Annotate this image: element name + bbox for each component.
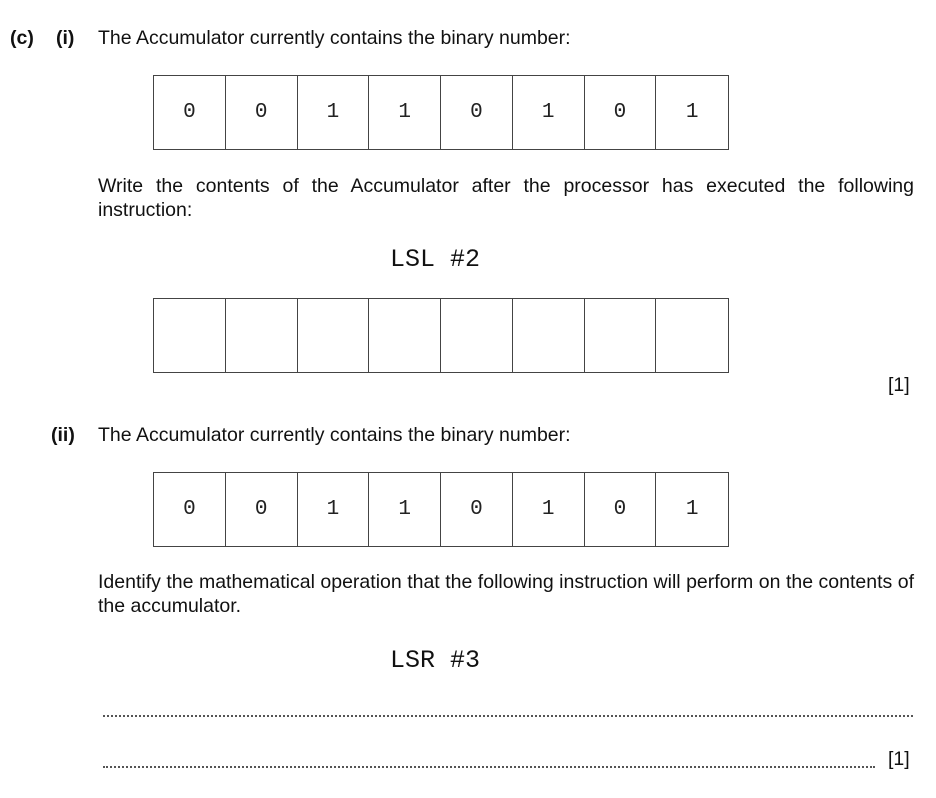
bit-cell: 0 [226, 76, 298, 149]
instruction-lsl: LSL #2 [390, 245, 481, 274]
answer-bit-cell[interactable] [154, 299, 226, 372]
part-c-label: (c) [10, 27, 34, 49]
part-ii-intro: The Accumulator currently contains the binary number: [98, 424, 571, 446]
answer-bit-cell[interactable] [369, 299, 441, 372]
answer-bit-cell[interactable] [226, 299, 298, 372]
instruction-lsr: LSR #3 [390, 646, 481, 675]
bit-cell: 0 [154, 473, 226, 546]
bit-cell: 1 [298, 76, 370, 149]
part-i-label: (i) [56, 27, 75, 49]
bit-cell: 1 [369, 473, 441, 546]
answer-bit-cell[interactable] [656, 299, 728, 372]
bit-cell: 0 [441, 76, 513, 149]
bit-cell: 0 [226, 473, 298, 546]
answer-register-i[interactable] [153, 298, 729, 373]
answer-bit-cell[interactable] [585, 299, 657, 372]
bit-cell: 0 [441, 473, 513, 546]
bit-cell: 1 [513, 473, 585, 546]
accumulator-register-i [153, 75, 729, 150]
answer-line-2[interactable] [103, 758, 875, 768]
answer-line-1[interactable] [103, 707, 913, 717]
marks-ii: [1] [888, 748, 910, 770]
bit-cell: 0 [154, 76, 226, 149]
answer-bit-cell[interactable] [513, 299, 585, 372]
part-ii-question: Identify the mathematical operation that the following instruction will perform on the contents of the accumulator. [98, 571, 914, 617]
bit-cell: 1 [513, 76, 585, 149]
bit-cell: 1 [369, 76, 441, 149]
marks-i: [1] [888, 374, 910, 396]
answer-bit-cell[interactable] [441, 299, 513, 372]
part-ii-label: (ii) [51, 424, 75, 446]
bit-cell: 1 [298, 473, 370, 546]
part-i-intro: The Accumulator currently contains the binary number: [98, 27, 571, 49]
bit-cell: 1 [685, 498, 699, 521]
bit-cell: 0 [585, 473, 657, 546]
bit-cell: 0 [585, 76, 657, 149]
bit-cell: 1 [685, 101, 699, 124]
accumulator-register-ii [153, 472, 729, 547]
answer-bit-cell[interactable] [298, 299, 370, 372]
part-i-question: Write the contents of the Accumulator after the processor has executed the following instruction: [98, 175, 914, 221]
